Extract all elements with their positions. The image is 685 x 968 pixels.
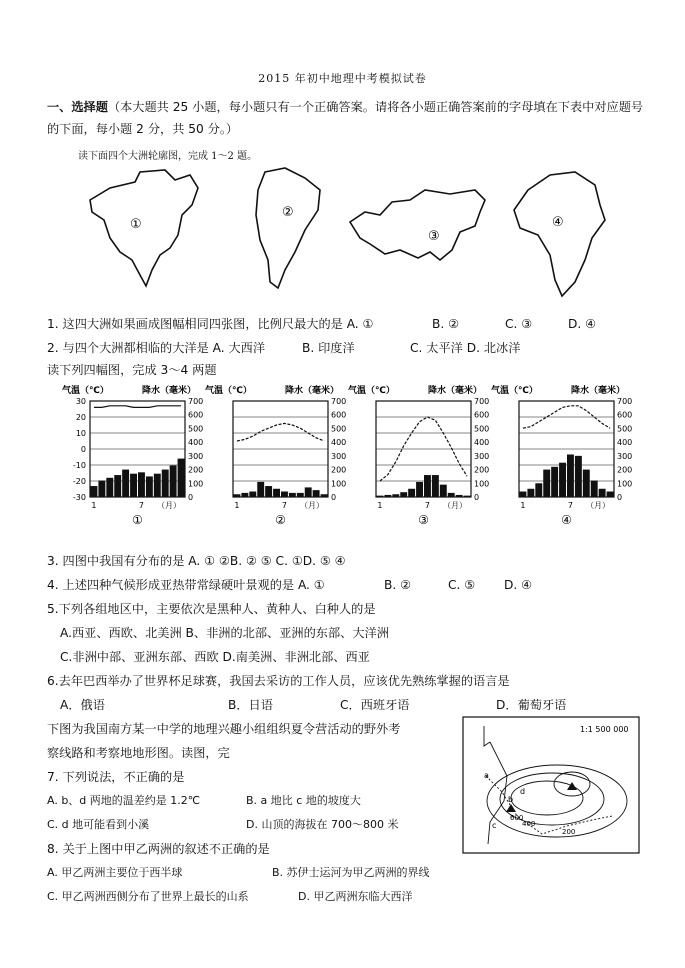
precip-bar	[273, 489, 280, 497]
q6-option-d: D．葡萄牙语	[496, 698, 567, 712]
precip-tick: 600	[188, 410, 204, 420]
precip-bar	[520, 492, 527, 497]
temp-line	[94, 406, 181, 408]
q7-option-d: D. 山顶的海拔在 700～800 米	[246, 818, 399, 831]
precip-tick: 0	[474, 493, 480, 502]
chart-id: ③	[418, 513, 429, 527]
precip-tick: 700	[474, 397, 490, 406]
chart-id: ④	[561, 513, 572, 527]
precip-bar	[170, 465, 177, 497]
section-instruction	[47, 96, 643, 118]
continent-label-4: ④	[552, 215, 564, 230]
q7-intro-line1: 下图为我国南方某一中学的地理兴趣小组组织夏令营活动的野外考	[47, 722, 401, 736]
q7-stem: 7. 下列说法，不正确的是	[47, 770, 185, 784]
precip-tick: 500	[474, 424, 490, 434]
temp-tick: -30	[72, 493, 86, 502]
precip-bar	[321, 494, 328, 497]
precip-bar	[138, 472, 145, 497]
precip-tick: 400	[474, 438, 490, 448]
temp-tick: 10	[75, 429, 86, 438]
q7-intro-line2: 察线路和考察地地形图。读图，完	[47, 746, 230, 760]
precip-axis-label: 降水（毫米）	[285, 386, 340, 396]
q7-option-c: C. d 地可能看到小溪	[47, 818, 150, 831]
precip-tick: 0	[331, 493, 337, 502]
precip-tick: 500	[617, 424, 633, 434]
q5-options-cd: C.非洲中部、亚洲东部、西欧 D.南美洲、非洲北部、西亚	[60, 650, 370, 664]
precip-bar	[583, 470, 590, 497]
precip-bar	[106, 478, 113, 497]
precip-bar	[607, 492, 614, 497]
section-heading: 一、选择题	[47, 100, 108, 114]
temp-tick: -10	[72, 461, 86, 470]
chart-id: ①	[132, 513, 143, 527]
precip-tick: 600	[331, 410, 347, 420]
x-tick-1: 1	[377, 501, 383, 510]
continent-label-2: ②	[282, 205, 294, 220]
precip-tick: 700	[331, 397, 347, 406]
precip-tick: 300	[474, 451, 490, 461]
precip-bar	[448, 493, 455, 497]
precip-tick: 500	[188, 424, 204, 434]
precip-bar	[535, 483, 542, 497]
chart-id: ②	[275, 513, 286, 527]
precip-tick: 400	[188, 438, 204, 448]
q1-option-b: B. ②	[432, 317, 460, 331]
precip-bar	[464, 496, 471, 497]
q8-option-d: D. 甲乙两洲东临大西洋	[298, 890, 413, 903]
precip-bar	[313, 490, 320, 497]
precip-tick: 100	[617, 479, 633, 489]
continent-eurasia	[350, 190, 485, 260]
precip-bar	[257, 482, 264, 497]
temp-line	[237, 423, 324, 441]
precip-tick: 300	[331, 451, 347, 461]
temp-tick: -20	[72, 477, 86, 486]
month-label: （月）	[157, 501, 181, 510]
precip-tick: 200	[617, 465, 633, 475]
precip-tick: 300	[188, 451, 204, 461]
continent-label-1: ①	[130, 217, 142, 232]
q1-option-d: D. ④	[568, 317, 597, 331]
precip-tick: 200	[474, 465, 490, 475]
q5-stem: 5.下列各组地区中，主要依次是黑种人、黄种人、白种人的是	[47, 602, 376, 616]
precip-bar	[551, 467, 558, 497]
precip-tick: 200	[331, 465, 347, 475]
q4-option-b: B. ②	[384, 578, 412, 592]
map-point-a: a	[484, 771, 489, 780]
precip-bar	[575, 456, 582, 497]
q5-options-ab: A.西亚、西欧、北美洲 B、非洲的北部、亚洲的东部、大洋洲	[60, 626, 389, 640]
precip-bar	[154, 474, 161, 497]
contour-label-600: 600	[510, 814, 524, 822]
precip-bar	[249, 492, 256, 497]
precip-axis-label: 降水（毫米）	[142, 386, 197, 396]
q6-stem: 6.去年巴西举办了世界杯足球赛，我国去采访的工作人员，应该优先熟练掌握的语言是	[47, 674, 510, 688]
precip-tick: 400	[331, 438, 347, 448]
precip-bar	[559, 463, 566, 497]
q7-option-a: A. b、d 两地的温差约是 1.2℃	[47, 794, 201, 807]
x-tick-7: 7	[281, 501, 288, 510]
q4-option-c: C. ⑤	[448, 578, 476, 592]
month-label: （月）	[300, 501, 324, 510]
page-title: 2015 年初中地理中考模拟试卷	[258, 72, 427, 85]
temp-tick: 30	[75, 397, 86, 406]
x-tick-1: 1	[520, 501, 526, 510]
precip-bar	[416, 482, 423, 497]
map-point-c: c	[492, 821, 497, 830]
precip-axis-label: 降水（毫米）	[571, 386, 626, 396]
continent-label-3: ③	[428, 229, 440, 244]
temp-tick: 0	[80, 445, 86, 454]
precip-tick: 300	[617, 451, 633, 461]
precip-bar	[599, 489, 606, 497]
precip-tick: 700	[188, 397, 204, 406]
precip-tick: 0	[188, 493, 194, 502]
precip-tick: 0	[617, 493, 623, 502]
precip-bar	[567, 454, 574, 497]
x-tick-7: 7	[424, 501, 431, 510]
precip-bar	[392, 494, 399, 497]
precip-bar	[98, 481, 105, 497]
month-label: （月）	[443, 501, 467, 510]
precip-bar	[178, 459, 185, 497]
precip-tick: 100	[331, 479, 347, 489]
precip-bar	[289, 493, 296, 497]
precip-bar	[400, 492, 407, 497]
q2-option-cd: C. 太平洋 D. 北冰洋	[410, 341, 521, 355]
map-scale: 1:1 500 000	[580, 725, 629, 734]
x-tick-1: 1	[234, 501, 240, 510]
precip-bar	[146, 476, 153, 497]
precip-bar	[241, 493, 248, 497]
precip-tick: 400	[617, 438, 633, 448]
precip-bar	[384, 495, 391, 497]
temp-axis-label: 气温（℃）	[62, 386, 109, 396]
precip-tick: 700	[617, 397, 633, 406]
map-point-d: d	[520, 787, 526, 796]
precip-bar	[305, 487, 312, 497]
q6-option-a: A．俄语	[60, 698, 105, 712]
contour-label-200: 200	[562, 828, 576, 836]
x-tick-1: 1	[91, 501, 97, 510]
temp-tick: 20	[75, 413, 86, 422]
continent-south-america	[256, 168, 320, 288]
precip-bar	[377, 496, 384, 497]
precip-bar	[527, 489, 534, 497]
q6-option-c: C．西班牙语	[340, 698, 410, 712]
x-tick-7: 7	[567, 501, 574, 510]
q8-option-c: C. 甲乙两洲西侧分布了世界上最长的山系	[47, 890, 249, 903]
precip-bar	[130, 474, 137, 497]
q8-option-b: B. 苏伊士运河为甲乙两洲的界线	[272, 866, 430, 879]
continent-africa	[514, 172, 605, 296]
precip-bar	[265, 486, 272, 497]
precip-bar	[162, 470, 169, 497]
precip-bar	[114, 475, 121, 497]
precip-bar	[543, 470, 550, 497]
precip-tick: 100	[188, 479, 204, 489]
precip-bar	[297, 493, 304, 497]
q8-stem: 8. 关于上图中甲乙两洲的叙述不正确的是	[47, 842, 270, 856]
month-label: （月）	[586, 501, 610, 510]
contour-map	[462, 716, 640, 854]
q2-stem: 2. 与四个大洲都相临的大洋是 A. 大西洋	[47, 341, 266, 355]
continent-north-america	[90, 170, 198, 286]
precip-tick: 200	[188, 465, 204, 475]
precip-bar	[440, 485, 447, 497]
precip-axis-label: 降水（毫米）	[428, 386, 483, 396]
q8-option-a: A. 甲乙两洲主要位于西半球	[47, 866, 183, 879]
q2-option-b: B. 印度洋	[302, 341, 355, 355]
precip-bar	[424, 475, 431, 497]
x-tick-7: 7	[138, 501, 145, 510]
section-instruction-line2: 的下面，每小题 2 分，共 50 分。）	[47, 122, 239, 136]
precip-bar	[408, 489, 415, 497]
q1-2-intro: 读下面四个大洲轮廓图，完成 1～2 题。	[78, 151, 258, 162]
temp-axis-label: 气温（℃）	[348, 386, 395, 396]
q3-stem: 3. 四图中我国有分布的是 A. ① ②B. ② ⑤ C. ①D. ⑤ ④	[47, 554, 346, 568]
precip-bar	[432, 475, 439, 497]
q6-option-b: B．日语	[228, 698, 273, 712]
precip-bar	[122, 470, 129, 497]
precip-tick: 600	[474, 410, 490, 420]
q1-stem: 1. 这四大洲如果画成图幅相同四张图，比例尺最大的是 A. ①	[47, 317, 374, 331]
precip-tick: 500	[331, 424, 347, 434]
q4-stem: 4. 上述四种气候形成亚热带常绿硬叶景观的是 A. ①	[47, 578, 325, 592]
q3-4-intro: 读下列四幅图，完成 3～4 两题	[47, 363, 217, 377]
q4-option-d: D. ④	[504, 578, 533, 592]
precip-bar	[456, 495, 463, 497]
contour-label-400: 400	[522, 820, 536, 828]
precip-bar	[591, 481, 598, 497]
q7-option-b: B. a 地比 c 地的坡度大	[246, 794, 361, 807]
q1-option-c: C. ③	[505, 317, 533, 331]
climate-charts	[60, 383, 640, 533]
temp-axis-label: 气温（℃）	[205, 386, 252, 396]
temp-axis-label: 气温（℃）	[491, 386, 538, 396]
precip-bar	[91, 486, 98, 497]
precip-tick: 100	[474, 479, 490, 489]
section-instruction-line1: （本大题共 25 小题，每小题只有一个正确答案。请将各小题正确答案前的字母填在下表中对应题号	[107, 100, 644, 114]
precip-bar	[234, 494, 241, 497]
precip-tick: 600	[617, 410, 633, 420]
continent-outlines	[80, 160, 620, 305]
precip-bar	[281, 492, 288, 497]
map-point-b: b	[508, 795, 514, 804]
